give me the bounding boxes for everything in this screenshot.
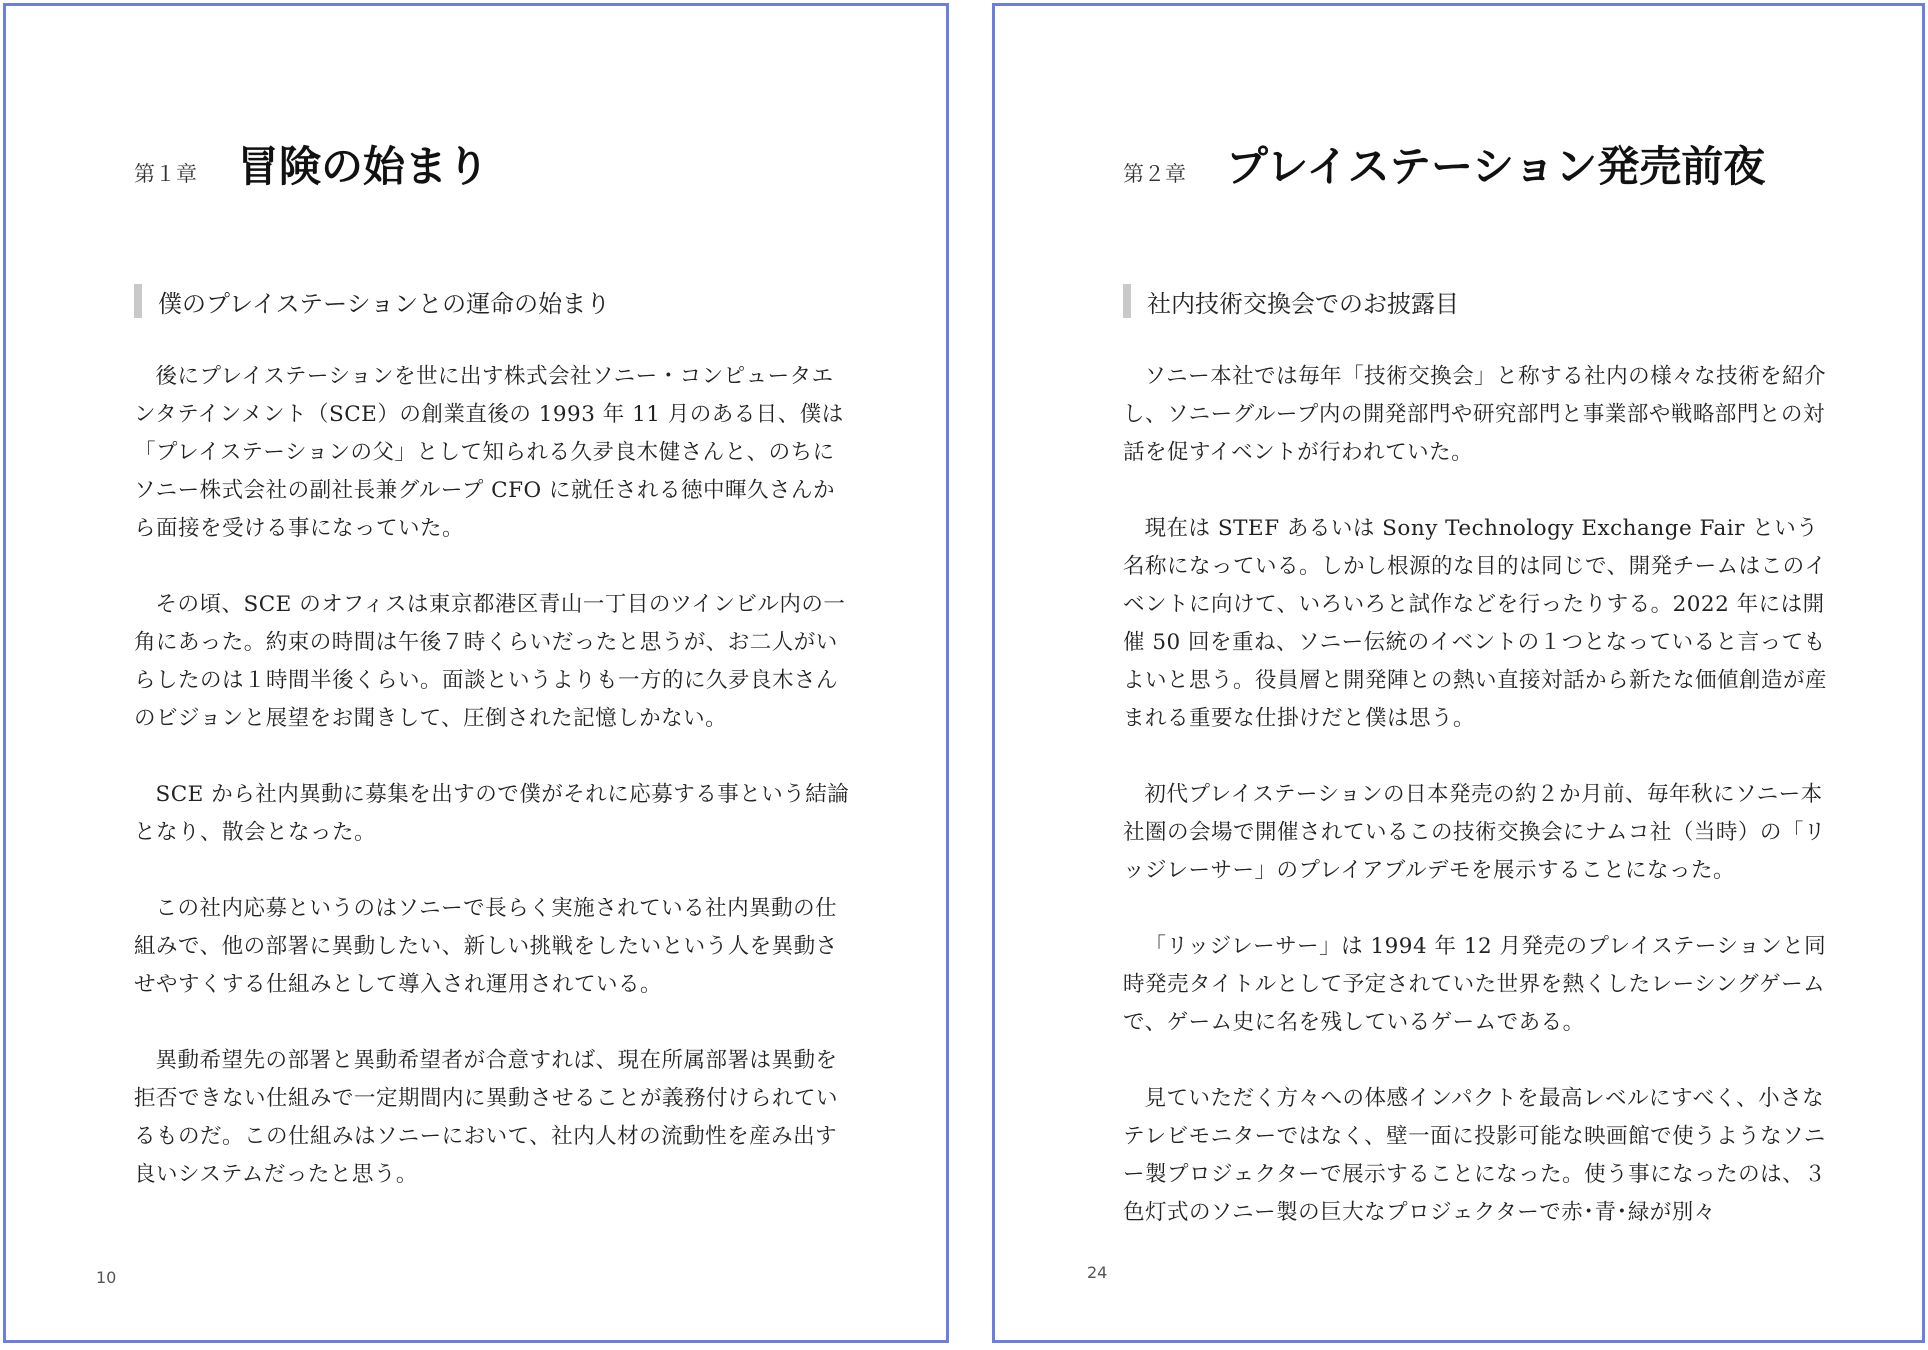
paragraph: 後にプレイステーションを世に出す株式会社ソニー・コンピュータエンタテインメント（SCE）の創業直後の 1993 年 11 月のある日、僕は「プレイステーションの父」として知られる久夛良木健さんと、のちにソニー株式会社の副社長兼グループ CFO に就任される徳中暉久さんから面接を受ける事になっていた。 <box>134 364 844 541</box>
paragraph: SCE から社内異動に募集を出すので僕がそれに応募する事という結論となり、散会となった。 <box>134 782 850 845</box>
page-number: 10 <box>96 1268 117 1287</box>
left-page <box>3 3 949 1343</box>
paragraph: この社内応募というのはソニーで長らく実施されている社内異動の仕組みで、他の部署に異動したい、新しい挑戦をしたいという人を異動させやすくする仕組みとして導入され運用されている。 <box>134 896 838 997</box>
paragraph: その頃、SCE のオフィスは東京都港区青山一丁目のツインビル内の一角にあった。約束の時間は午後７時くらいだったと思うが、お二人がいらしたのは１時間半後くらい。面談というよりも一方的に久夛良木さんのビジョンと展望をお聞きして、圧倒された記憶しかない。 <box>134 592 846 731</box>
page-number: 24 <box>1087 1263 1108 1282</box>
chapter-heading <box>134 134 489 194</box>
paragraph: 現在は STEF あるいは Sony Technology Exchange Fair という名称になっている。しかし根源的な目的は同じで、開発チームはこのイベントに向けて、いろいろと試作などを行ったりする。2022 年には開催 50 回を重ね、ソニー伝統のイベントの１つとなっていると言ってもよいと思う。役員層と開発陣との熱い直接対話から新たな価値創造が産まれる重要な仕掛けだと僕は思う。 <box>1123 516 1828 731</box>
paragraph: ソニー本社では毎年「技術交換会」と称する社内の様々な技術を紹介し、ソニーグループ内の開発部門や研究部門と事業部や戦略部門との対話を促すイベントが行われていた。 <box>1123 364 1827 465</box>
section-title: 僕のプレイステーションとの運命の始まり <box>158 289 611 318</box>
chapter-title: プレイステーション発売前夜 <box>1226 142 1766 191</box>
section-heading <box>134 284 610 318</box>
section-marker-bar <box>134 284 142 318</box>
chapter-label: 第２章 <box>1123 162 1186 186</box>
paragraph: 初代プレイステーションの日本発売の約２か月前、毎年秋にソニー本社圏の会場で開催されているこの技術交換会にナムコ社（当時）の「リッジレーサー」のプレイアブルデモを展示することになった。 <box>1123 782 1826 883</box>
section-heading <box>1123 284 1459 318</box>
paragraph: 「リッジレーサー」は 1994 年 12 月発売のプレイステーションと同時発売タイトルとして予定されていた世界を熱くしたレーシングゲームで、ゲーム史に名を残しているゲームである。 <box>1123 934 1827 1035</box>
paragraph: 異動希望先の部署と異動希望者が合意すれば、現在所属部署は異動を拒否できない仕組みで一定期間内に異動させることが義務付けられているものだ。この仕組みはソニーにおいて、社内人材の流動性を産み出す良いシステムだったと思う。 <box>134 1048 839 1187</box>
right-page <box>992 3 1925 1343</box>
body-text <box>1123 358 1830 1270</box>
chapter-title: 冒険の始まり <box>237 142 490 191</box>
section-title: 社内技術交換会でのお披露目 <box>1147 289 1459 318</box>
chapter-label: 第１章 <box>134 162 197 186</box>
paragraph: 見ていただく方々への体感インパクトを最高レベルにすべく、小さなテレビモニターではなく、壁一面に投影可能な映画館で使うようなソニー製プロジェクターで展示することになった。使う事になったのは、３色灯式のソニー製の巨大なプロジェクターで赤･青･緑が別々 <box>1123 1086 1827 1225</box>
body-text <box>134 358 850 1232</box>
section-marker-bar <box>1123 284 1131 318</box>
chapter-heading <box>1123 134 1765 194</box>
